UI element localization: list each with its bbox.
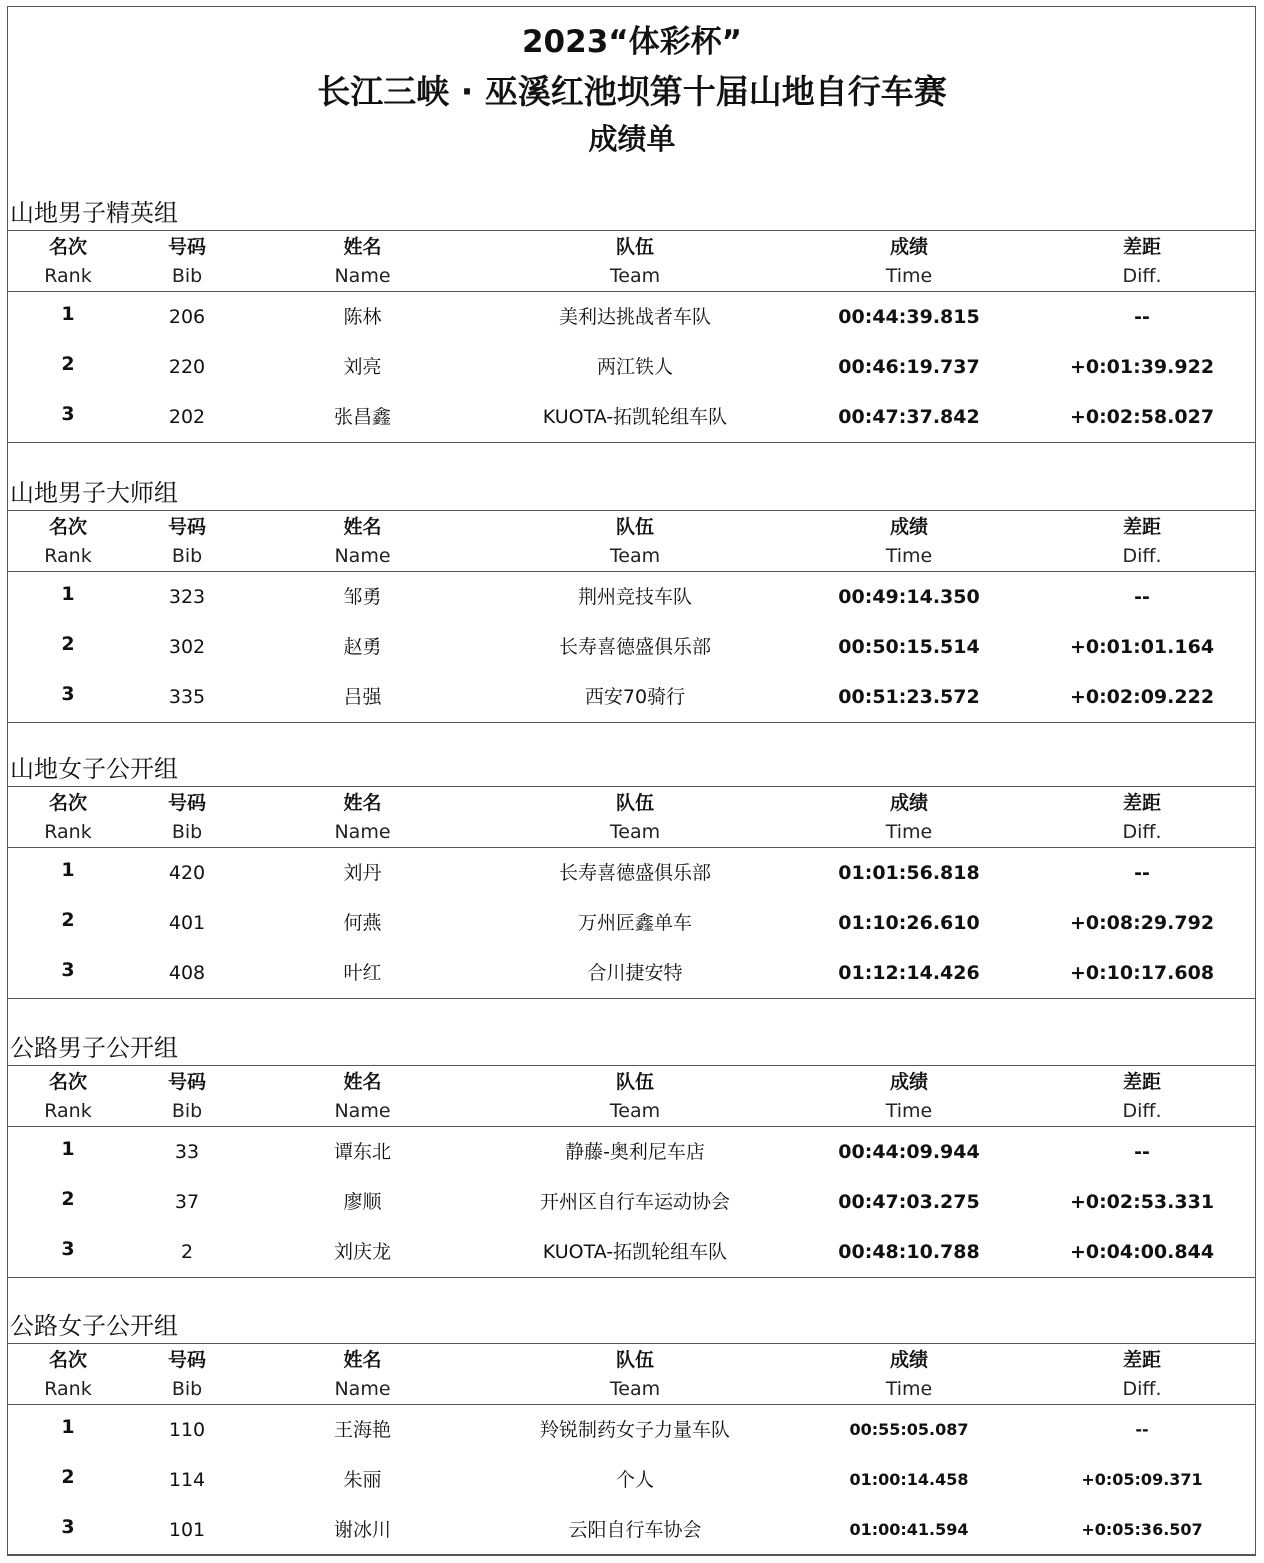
column-header-zh: 成绩 — [889, 1349, 928, 1371]
column-header-zh: 差距 — [1122, 1349, 1161, 1371]
column-header-zh: 差距 — [1122, 236, 1161, 258]
cell-time: 01:01:56.818 — [838, 862, 980, 884]
column-header-en: Team — [609, 265, 661, 287]
cell-diff: +0:02:53.331 — [1069, 1191, 1215, 1213]
cell-rank: 1 — [61, 1138, 75, 1160]
cell-time: 01:00:41.594 — [849, 1520, 969, 1539]
cell-rank: 3 — [61, 1516, 75, 1538]
cell-team: 美利达挑战者车队 — [558, 306, 711, 328]
table-row — [7, 292, 1256, 342]
results-sheet-title: 成绩单 — [588, 122, 676, 156]
column-header-zh: 成绩 — [889, 1071, 928, 1093]
table-row — [7, 342, 1256, 392]
cell-team: 个人 — [615, 1469, 654, 1491]
column-header-en: Name — [334, 1378, 391, 1400]
cell-diff: +0:01:01.164 — [1069, 636, 1215, 658]
column-header-en: Time — [885, 821, 933, 843]
column-header-en: Name — [334, 545, 391, 567]
cell-name: 吕强 — [343, 686, 382, 708]
cell-name: 邹勇 — [343, 586, 382, 608]
section-title: 山地男子大师组 — [10, 479, 178, 507]
cell-team: 静藤-奥利尼车店 — [565, 1141, 705, 1163]
table-header — [7, 231, 1256, 292]
cell-time: 00:49:14.350 — [838, 586, 980, 608]
column-header-en: Bib — [171, 1100, 203, 1122]
cell-bib: 202 — [168, 406, 206, 428]
column-header-zh: 名次 — [48, 1349, 87, 1371]
cell-time: 00:44:39.815 — [838, 306, 980, 328]
column-header-zh: 号码 — [167, 516, 206, 538]
cell-name: 朱丽 — [343, 1469, 382, 1491]
cell-name: 叶红 — [343, 962, 382, 984]
column-header-zh: 号码 — [167, 792, 206, 814]
cell-time: 00:48:10.788 — [838, 1241, 980, 1263]
table-row — [7, 572, 1256, 622]
column-header-en: Diff. — [1122, 1378, 1162, 1400]
cell-name: 廖顺 — [343, 1191, 382, 1213]
cell-rank: 3 — [61, 959, 75, 981]
cell-name: 刘庆龙 — [333, 1241, 391, 1263]
cell-team: 万州匠鑫单车 — [577, 912, 692, 934]
cell-diff: -- — [1134, 306, 1150, 328]
cell-time: 01:12:14.426 — [838, 962, 980, 984]
column-header-en: Rank — [44, 821, 92, 843]
cell-bib: 401 — [168, 912, 206, 934]
cell-team: 合川捷安特 — [587, 962, 683, 984]
cell-diff: -- — [1135, 1420, 1149, 1439]
column-header-en: Rank — [44, 1100, 92, 1122]
column-header-en: Diff. — [1122, 265, 1162, 287]
column-header-en: Diff. — [1122, 821, 1162, 843]
table-row — [7, 1127, 1256, 1177]
results-table — [7, 510, 1256, 723]
cell-team: 羚锐制药女子力量车队 — [539, 1419, 730, 1441]
cell-bib: 302 — [168, 636, 206, 658]
results-table — [7, 230, 1256, 443]
cell-bib: 33 — [174, 1141, 200, 1163]
cell-rank: 1 — [61, 1416, 75, 1438]
column-header-en: Team — [609, 1378, 661, 1400]
column-header-zh: 成绩 — [889, 236, 928, 258]
cell-rank: 2 — [61, 1466, 75, 1488]
column-header-en: Time — [885, 1378, 933, 1400]
column-header-zh: 成绩 — [889, 792, 928, 814]
section-title: 公路女子公开组 — [10, 1312, 178, 1340]
column-header-en: Bib — [171, 821, 203, 843]
cell-rank: 3 — [61, 403, 75, 425]
column-header-en: Rank — [44, 265, 92, 287]
cell-bib: 408 — [168, 962, 206, 984]
cell-team: 开州区自行车运动协会 — [539, 1191, 730, 1213]
column-header-en: Name — [334, 1100, 391, 1122]
cell-diff: +0:08:29.792 — [1069, 912, 1215, 934]
table-row — [7, 392, 1256, 442]
cell-team: KUOTA-拓凯轮组车队 — [542, 1241, 728, 1263]
column-header-zh: 名次 — [48, 792, 87, 814]
cell-time: 01:00:14.458 — [849, 1470, 969, 1489]
cell-bib: 335 — [168, 686, 206, 708]
column-header-zh: 差距 — [1122, 516, 1161, 538]
cell-time: 00:44:09.944 — [838, 1141, 980, 1163]
column-header-zh: 姓名 — [343, 1071, 382, 1093]
cell-diff: +0:02:58.027 — [1069, 406, 1215, 428]
table-row — [7, 1227, 1256, 1277]
table-header — [7, 1344, 1256, 1405]
event-title-name: 长江三峡 · 巫溪红池坝第十届山地自行车赛 — [317, 72, 947, 111]
cell-rank: 2 — [61, 633, 75, 655]
column-header-en: Team — [609, 545, 661, 567]
column-header-zh: 差距 — [1122, 1071, 1161, 1093]
cell-diff: -- — [1134, 862, 1150, 884]
column-header-en: Rank — [44, 545, 92, 567]
cell-rank: 1 — [61, 583, 75, 605]
cell-bib: 323 — [168, 586, 206, 608]
event-title-year: 2023“体彩杯” — [521, 24, 743, 60]
cell-bib: 206 — [168, 306, 206, 328]
results-table — [7, 786, 1256, 999]
table-header — [7, 1066, 1256, 1127]
cell-bib: 37 — [174, 1191, 200, 1213]
cell-time: 00:50:15.514 — [838, 636, 980, 658]
cell-bib: 220 — [168, 356, 206, 378]
cell-diff: +0:05:36.507 — [1081, 1520, 1203, 1539]
cell-name: 刘亮 — [343, 356, 382, 378]
column-header-en: Time — [885, 545, 933, 567]
cell-team: 长寿喜德盛俱乐部 — [558, 636, 711, 658]
cell-diff: -- — [1134, 1141, 1150, 1163]
cell-diff: +0:04:00.844 — [1069, 1241, 1215, 1263]
cell-name: 陈林 — [343, 306, 382, 328]
cell-name: 谢冰川 — [333, 1519, 391, 1541]
column-header-zh: 队伍 — [615, 1071, 654, 1093]
cell-time: 00:51:23.572 — [838, 686, 980, 708]
column-header-en: Diff. — [1122, 545, 1162, 567]
section-title: 山地男子精英组 — [10, 199, 178, 227]
column-header-en: Bib — [171, 545, 203, 567]
table-row — [7, 672, 1256, 722]
cell-time: 00:47:37.842 — [838, 406, 980, 428]
column-header-zh: 队伍 — [615, 236, 654, 258]
cell-time: 00:46:19.737 — [838, 356, 980, 378]
column-header-en: Team — [609, 821, 661, 843]
cell-diff: +0:01:39.922 — [1069, 356, 1215, 378]
cell-name: 刘丹 — [343, 862, 382, 884]
column-header-zh: 名次 — [48, 1071, 87, 1093]
column-header-zh: 姓名 — [343, 792, 382, 814]
column-header-en: Rank — [44, 1378, 92, 1400]
cell-time: 00:47:03.275 — [838, 1191, 980, 1213]
cell-rank: 2 — [61, 909, 75, 931]
column-header-zh: 号码 — [167, 236, 206, 258]
column-header-zh: 姓名 — [343, 1349, 382, 1371]
cell-team: 两江铁人 — [596, 356, 673, 378]
column-header-en: Bib — [171, 1378, 203, 1400]
cell-name: 何燕 — [343, 912, 382, 934]
cell-rank: 3 — [61, 683, 75, 705]
cell-diff: +0:02:09.222 — [1069, 686, 1215, 708]
cell-rank: 1 — [61, 303, 75, 325]
cell-bib: 101 — [168, 1519, 206, 1541]
column-header-en: Team — [609, 1100, 661, 1122]
cell-name: 张昌鑫 — [333, 406, 391, 428]
cell-team: 荆州竞技车队 — [577, 586, 692, 608]
cell-team: 西安70骑行 — [584, 686, 686, 708]
cell-diff: +0:10:17.608 — [1069, 962, 1215, 984]
cell-bib: 110 — [168, 1419, 206, 1441]
table-header — [7, 787, 1256, 848]
cell-rank: 2 — [61, 353, 75, 375]
column-header-en: Name — [334, 821, 391, 843]
cell-time: 00:55:05.087 — [849, 1420, 969, 1439]
cell-bib: 114 — [168, 1469, 206, 1491]
column-header-zh: 名次 — [48, 516, 87, 538]
column-header-zh: 队伍 — [615, 516, 654, 538]
cell-diff: -- — [1134, 586, 1150, 608]
column-header-zh: 成绩 — [889, 516, 928, 538]
cell-name: 王海艳 — [333, 1419, 391, 1441]
cell-rank: 1 — [61, 859, 75, 881]
column-header-zh: 名次 — [48, 236, 87, 258]
column-header-en: Diff. — [1122, 1100, 1162, 1122]
section-title: 山地女子公开组 — [10, 755, 178, 783]
cell-bib: 420 — [168, 862, 206, 884]
section-title: 公路男子公开组 — [10, 1034, 178, 1062]
column-header-zh: 队伍 — [615, 792, 654, 814]
cell-diff: +0:05:09.371 — [1081, 1470, 1203, 1489]
table-row — [7, 1455, 1256, 1505]
column-header-zh: 队伍 — [615, 1349, 654, 1371]
column-header-zh: 号码 — [167, 1349, 206, 1371]
table-row — [7, 1505, 1256, 1555]
column-header-zh: 差距 — [1122, 792, 1161, 814]
cell-team: 云阳自行车协会 — [568, 1519, 702, 1541]
table-row — [7, 898, 1256, 948]
column-header-zh: 姓名 — [343, 516, 382, 538]
table-row — [7, 1177, 1256, 1227]
column-header-zh: 姓名 — [343, 236, 382, 258]
results-table — [7, 1343, 1256, 1556]
cell-rank: 3 — [61, 1238, 75, 1260]
cell-name: 谭东北 — [333, 1141, 391, 1163]
column-header-en: Name — [334, 265, 391, 287]
column-header-en: Time — [885, 1100, 933, 1122]
table-row — [7, 622, 1256, 672]
cell-name: 赵勇 — [343, 636, 382, 658]
column-header-en: Time — [885, 265, 933, 287]
cell-time: 01:10:26.610 — [838, 912, 980, 934]
cell-team: KUOTA-拓凯轮组车队 — [542, 406, 728, 428]
cell-bib: 2 — [180, 1241, 194, 1263]
results-table — [7, 1065, 1256, 1278]
cell-rank: 2 — [61, 1188, 75, 1210]
column-header-zh: 号码 — [167, 1071, 206, 1093]
table-row — [7, 848, 1256, 898]
column-header-en: Bib — [171, 265, 203, 287]
table-row — [7, 948, 1256, 998]
cell-team: 长寿喜德盛俱乐部 — [558, 862, 711, 884]
table-header — [7, 511, 1256, 572]
table-row — [7, 1405, 1256, 1455]
